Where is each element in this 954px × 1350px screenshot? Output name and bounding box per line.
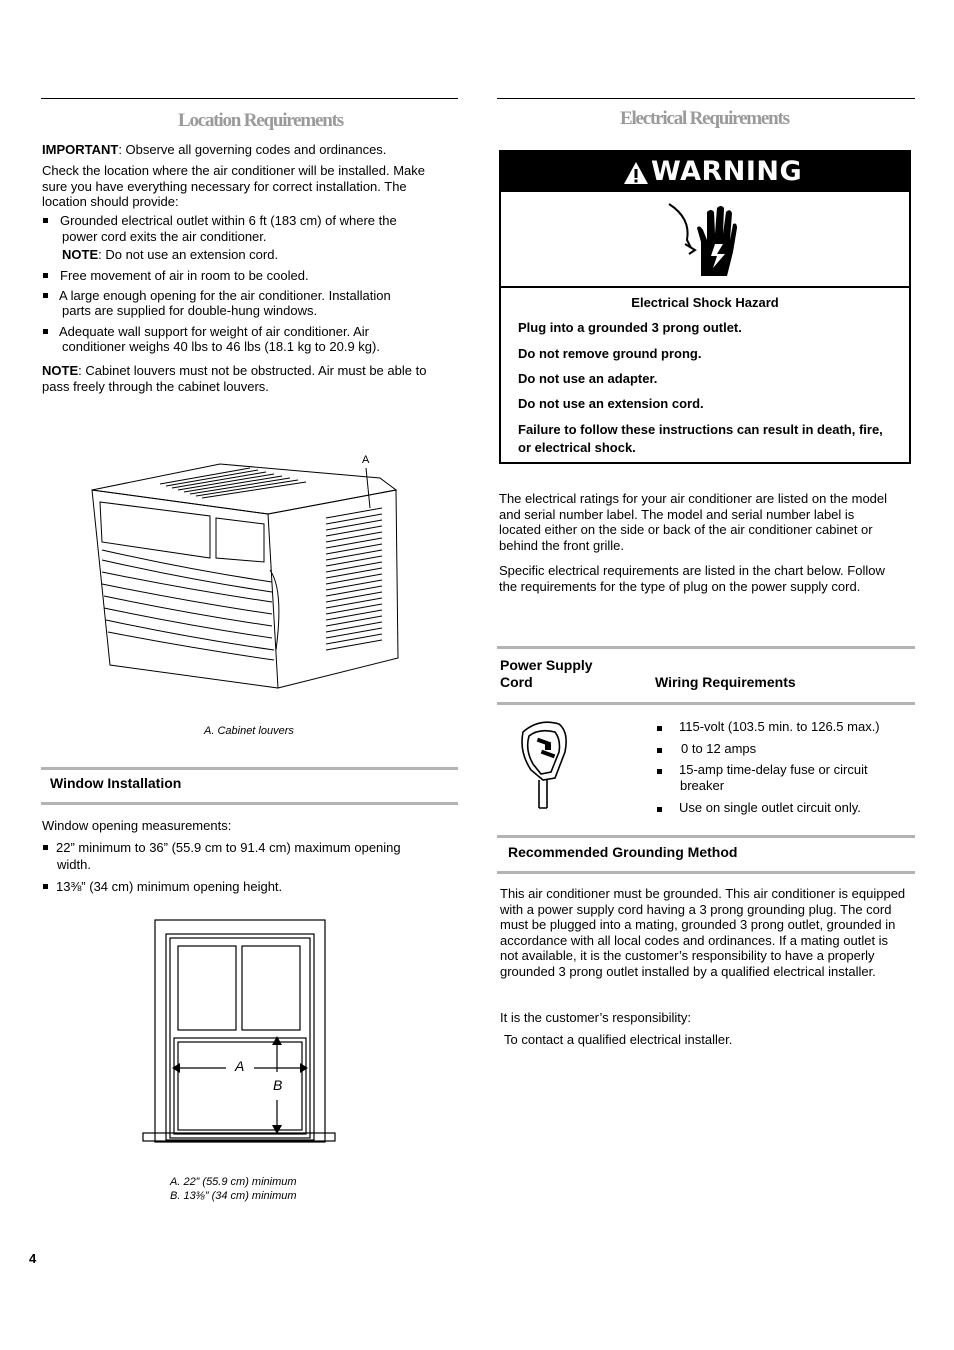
window-label-a: A	[235, 1058, 245, 1074]
hazard-line-1: Plug into a grounded 3 prong outlet.	[518, 320, 742, 335]
bullet-marker	[657, 769, 662, 774]
window-heading: Window Installation	[50, 775, 182, 791]
window-bullet-1b: width.	[57, 857, 91, 872]
hazard-title: Electrical Shock Hazard	[631, 295, 779, 310]
location-bullet-1a: Grounded electrical outlet within 6 ft (183 cm) of where the	[60, 213, 397, 228]
note-text: : Cabinet louvers must not be obstructed. Air must be able to pass freely through the cabinet louvers.	[42, 363, 427, 394]
warning-header	[501, 152, 909, 192]
location-intro: Check the location where the air conditioner will be installed. Make sure you have everything necessary for correct installation. The location should provide:	[42, 163, 425, 209]
location-heading: Location Requirements	[178, 110, 343, 131]
hazard-line-3: Do not use an adapter.	[518, 371, 658, 386]
figure-label-a: A	[362, 454, 370, 466]
window-bottom-bar	[41, 802, 458, 805]
warning-triangle-icon	[623, 161, 649, 185]
important-text: : Observe all governing codes and ordinances.	[118, 142, 387, 157]
bullet-marker	[43, 218, 48, 223]
bullet-marker	[657, 748, 662, 753]
bullet-marker	[43, 293, 48, 298]
location-bullet-2: Free movement of air in room to be cooled.	[60, 268, 309, 283]
electrical-heading: Electrical Requirements	[620, 108, 789, 129]
electrical-para-1: The electrical ratings for your air conditioner are listed on the model and serial number label. The model and serial number label is located either on the side or back of the air conditioner cabinet or behind the front grille.	[499, 491, 888, 553]
hazard-final: Failure to follow these instructions can result in death, fire, or electrical shock.	[518, 422, 883, 455]
requirement-single-outlet: Use on single outlet circuit only.	[679, 800, 861, 815]
grounding-heading: Recommended Grounding Method	[508, 844, 738, 860]
requirement-fuse-2: breaker	[680, 778, 725, 793]
figure-caption: A. Cabinet louvers	[204, 725, 294, 737]
responsibility-line: It is the customer’s responsibility:	[500, 1010, 691, 1025]
warning-box	[499, 150, 911, 464]
col-power-supply-cord-2: Cord	[500, 674, 533, 690]
location-bullet-4a: Adequate wall support for weight of air conditioner. Air	[59, 324, 370, 339]
location-note	[42, 363, 454, 394]
important-line	[42, 142, 452, 158]
grounding-para: This air conditioner must be grounded. This air conditioner is equipped with a power supply cord having a 3 prong grounding plug. The cord must be plugged into a mating, grounded 3 prong outlet, grounded in accordance with all local codes and ordinances. If a mating outlet is not available, it is the customer’s responsibility to have a properly grounded 3 prong outlet installed by a qualified electrical installer.	[500, 886, 906, 979]
right-top-rule	[497, 98, 915, 99]
warning-title: WARNING	[651, 156, 803, 187]
location-bullet-4b: conditioner weighs 40 lbs to 46 lbs (18.1 kg to 20.9 kg).	[62, 339, 380, 354]
hazard-line-4: Do not use an extension cord.	[518, 396, 704, 411]
window-bullet-2: 13⅜” (34 cm) minimum opening height.	[56, 879, 283, 894]
warning-divider	[501, 286, 909, 288]
important-label: IMPORTANT	[42, 142, 119, 157]
window-bullet-1a: 22” minimum to 36” (55.9 cm to 91.4 cm) maximum opening	[56, 840, 401, 855]
window-illustration	[140, 918, 340, 1158]
bullet-marker	[43, 845, 48, 850]
window-caption-b: B. 13⅜” (34 cm) minimum	[170, 1190, 297, 1202]
bullet-marker	[43, 329, 48, 334]
requirement-amps: 0 to 12 amps	[681, 741, 757, 756]
contact-line: To contact a qualified electrical installer.	[504, 1032, 733, 1047]
grounding-top-bar	[497, 835, 915, 838]
electric-shock-hand-icon	[661, 200, 741, 280]
location-bullet-3a: A large enough opening for the air conditioner. Installation	[59, 288, 391, 303]
requirement-voltage: 115-volt (103.5 min. to 126.5 max.)	[679, 719, 880, 734]
hazard-line-2: Do not remove ground prong.	[518, 346, 702, 361]
bullet-marker	[43, 884, 48, 889]
note-label: NOTE	[42, 363, 79, 378]
bullet-marker	[657, 726, 662, 731]
note-label: NOTE	[62, 247, 99, 262]
window-top-bar	[41, 767, 458, 770]
three-prong-plug-icon	[515, 718, 571, 810]
left-top-rule	[41, 98, 458, 99]
table-header-bar	[497, 702, 915, 705]
page-number: 4	[29, 1251, 37, 1266]
air-conditioner-illustration	[80, 450, 410, 695]
bullet-marker	[43, 273, 48, 278]
grounding-bottom-bar	[497, 871, 915, 874]
table-top-bar	[497, 646, 915, 649]
electrical-para-2: Specific electrical requirements are listed in the chart below. Follow the requirements for the type of plug on the power supply cord.	[499, 563, 885, 594]
note-text: : Do not use an extension cord.	[98, 247, 279, 262]
col-wiring-requirements: Wiring Requirements	[655, 674, 796, 690]
window-caption-a: A. 22” (55.9 cm) minimum	[170, 1176, 297, 1188]
window-label-b: B	[273, 1077, 283, 1093]
location-bullet-3b: parts are supplied for double-hung windows.	[62, 303, 318, 318]
requirement-fuse-1: 15-amp time-delay fuse or circuit	[679, 762, 868, 777]
bullet-marker	[657, 807, 662, 812]
col-power-supply-cord-1: Power Supply	[500, 657, 593, 673]
location-bullet-1-note	[62, 247, 462, 263]
window-intro: Window opening measurements:	[42, 818, 232, 833]
location-bullet-1b: power cord exits the air conditioner.	[62, 229, 267, 244]
